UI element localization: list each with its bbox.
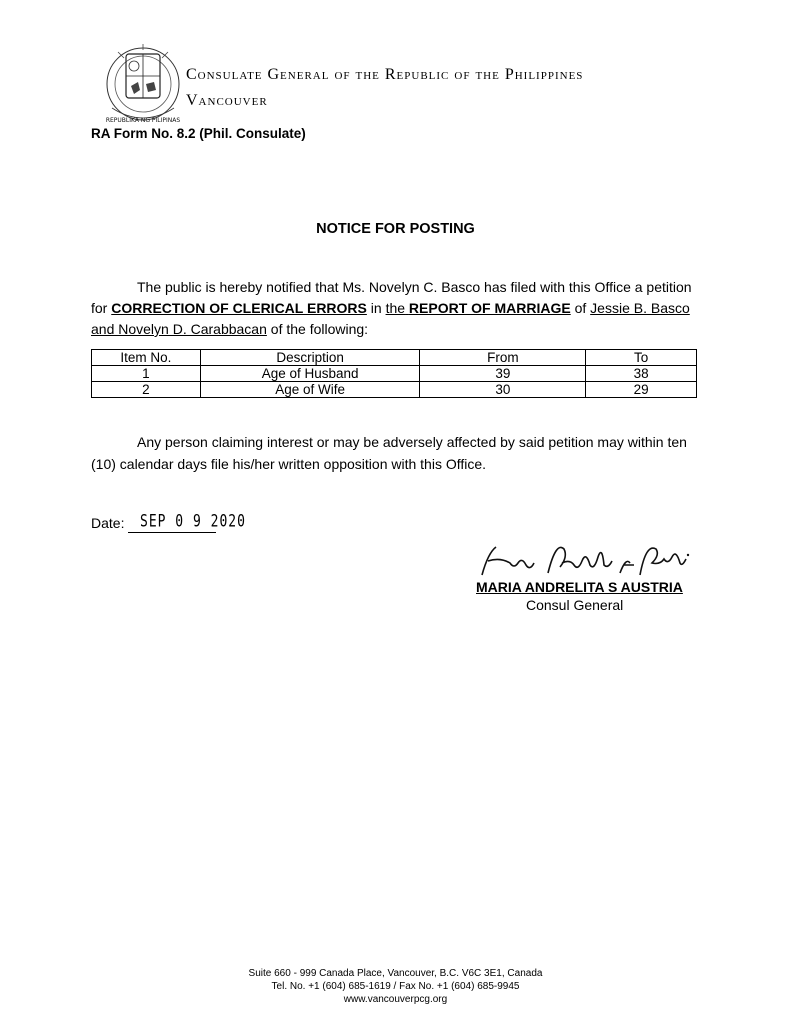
p1-of: of [570, 300, 591, 316]
footer [0, 967, 791, 1006]
cell-item-no: 1 [92, 366, 201, 382]
p1-the: the [385, 300, 406, 316]
notice-title: NOTICE FOR POSTING [316, 221, 475, 237]
cell-from: 30 [420, 382, 586, 398]
corrections-table [91, 349, 697, 398]
cell-to: 38 [586, 366, 697, 382]
cell-from: 39 [420, 366, 586, 382]
consulate-name: Consulate General of the Republic of the Philippines [186, 66, 584, 83]
date-stamp: SEP 0 9 2020 [140, 512, 246, 532]
table-header-row [92, 350, 697, 366]
p1-correction: CORRECTION OF CLERICAL ERRORS [111, 300, 367, 316]
p1-report: REPORT OF MARRIAGE [408, 300, 571, 316]
cell-description: Age of Wife [200, 382, 420, 398]
header-from: From [420, 350, 586, 366]
date-underline [128, 532, 216, 533]
table-row [92, 382, 697, 398]
header-description: Description [200, 350, 420, 366]
cell-to: 29 [586, 382, 697, 398]
philippine-seal-icon [98, 44, 188, 130]
p2-text: Any person claiming interest or may be adversely affected by said petition may within ten (10) calendar days file his/her written opposition with this Office. [91, 434, 687, 472]
date-label: Date: [91, 515, 125, 531]
p1-in: in [366, 300, 386, 316]
p1-end: of the following: [266, 321, 369, 337]
signatory-title: Consul General [526, 597, 624, 613]
svg-text:REPUBLIKA NG PILIPINAS: REPUBLIKA NG PILIPINAS [105, 117, 181, 124]
footer-phone: Tel. No. +1 (604) 685-1619 / Fax No. +1 (604) 685-9945 [271, 981, 520, 992]
p1-names: Jessie B. Basco and Novelyn D. Carabbacan [91, 300, 690, 337]
signature-icon [470, 535, 690, 585]
table-row [92, 366, 697, 382]
consulate-city: Vancouver [186, 92, 268, 109]
p1-intro: The public is hereby notified that Ms. Novelyn C. Basco has filed with this Office a petition for [91, 279, 692, 316]
notice-paragraph-1 [91, 277, 701, 340]
footer-website[interactable]: www.vancouverpcg.org [343, 994, 448, 1005]
header-item-no: Item No. [92, 350, 201, 366]
cell-description: Age of Husband [200, 366, 420, 382]
notice-paragraph-2 [91, 431, 701, 475]
signatory-name: MARIA ANDRELITA S AUSTRIA [476, 579, 683, 595]
cell-item-no: 2 [92, 382, 201, 398]
header-to: To [586, 350, 697, 366]
form-number: RA Form No. 8.2 (Phil. Consulate) [91, 126, 306, 141]
footer-address: Suite 660 - 999 Canada Place, Vancouver, B.C. V6C 3E1, Canada [248, 968, 543, 979]
